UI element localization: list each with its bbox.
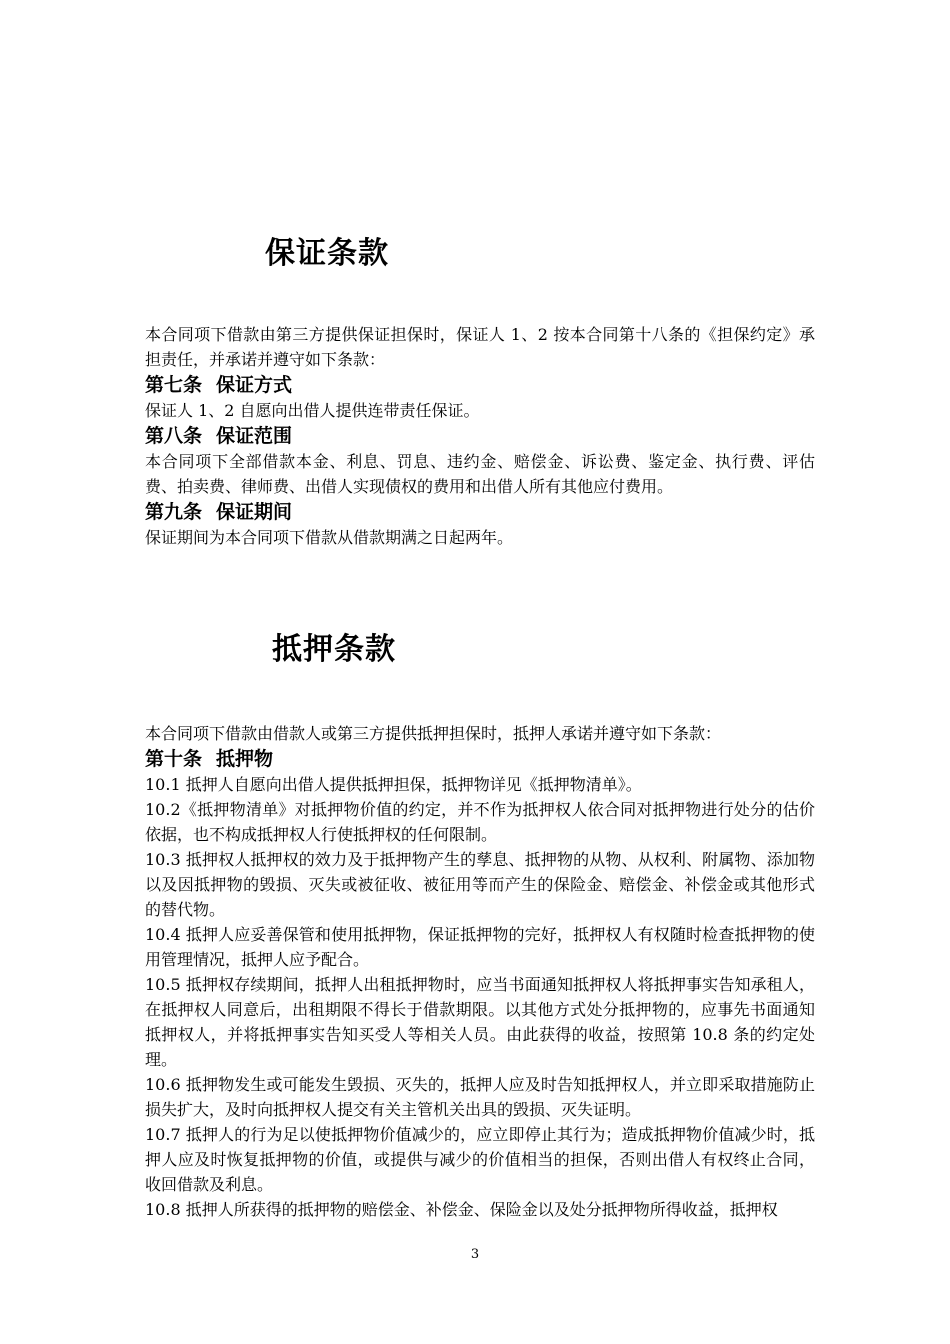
guarantee-intro: 本合同项下借款由第三方提供保证担保时，保证人 1、2 按本合同第十八条的《担保约定》承担责任，并承诺并遵守如下条款： — [145, 325, 815, 369]
article-10-number: 第十条 — [145, 748, 203, 770]
guarantee-section-body — [145, 322, 815, 550]
clause-10-4: 10.4 抵押人应妥善保管和使用抵押物，保证抵押物的完好，抵押权人有权随时检查抵押物的使用管理情况，抵押人应予配合。 — [145, 925, 815, 969]
article-7-number: 第七条 — [145, 374, 203, 396]
article-10-name: 抵押物 — [216, 748, 274, 770]
article-7-heading — [145, 372, 815, 398]
article-9-name: 保证期间 — [216, 501, 293, 523]
clause-10-7: 10.7 抵押人的行为足以使抵押物价值减少的，应立即停止其行为；造成抵押物价值减少时，抵押人应及时恢复抵押物的价值，或提供与减少的价值相当的担保，否则出借人有权终止合同，收回借款及利息。 — [145, 1125, 815, 1194]
page-number: 3 — [470, 1247, 480, 1262]
article-9-number: 第九条 — [145, 501, 203, 523]
mortgage-intro: 本合同项下借款由借款人或第三方提供抵押担保时，抵押人承诺并遵守如下条款： — [145, 724, 722, 743]
article-8-number: 第八条 — [145, 425, 203, 447]
clause-10-8: 10.8 抵押人所获得的抵押物的赔偿金、补偿金、保险金以及处分抵押物所得收益，抵押权 — [145, 1200, 778, 1219]
article-9-text: 保证期间为本合同项下借款从借款期满之日起两年。 — [145, 528, 514, 547]
article-8-name: 保证范围 — [216, 425, 293, 447]
article-8-text: 本合同项下全部借款本金、利息、罚息、违约金、赔偿金、诉讼费、鉴定金、执行费、评估费、拍卖费、律师费、出借人实现债权的费用和出借人所有其他应付费用。 — [145, 452, 815, 496]
clause-10-3: 10.3 抵押权人抵押权的效力及于抵押物产生的孳息、抵押物的从物、从权利、附属物、添加物以及因抵押物的毁损、灭失或被征收、被征用等而产生的保险金、赔偿金、补偿金或其他形式的替代物。 — [145, 850, 815, 919]
article-8-heading — [145, 423, 815, 449]
clause-10-6: 10.6 抵押物发生或可能发生毁损、灭失的，抵押人应及时告知抵押权人，并立即采取措施防止损失扩大，及时向抵押权人提交有关主管机关出具的毁损、灭失证明。 — [145, 1075, 815, 1119]
article-7-name: 保证方式 — [216, 374, 293, 396]
article-9-heading — [145, 499, 815, 525]
article-7-text: 保证人 1、2 自愿向出借人提供连带责任保证。 — [145, 401, 480, 420]
clause-10-1: 10.1 抵押人自愿向出借人提供抵押担保，抵押物详见《抵押物清单》。 — [145, 775, 642, 794]
guarantee-section-title: 保证条款 — [265, 236, 389, 271]
article-10-heading — [145, 746, 815, 772]
mortgage-section-body — [145, 721, 815, 1222]
mortgage-section-title: 抵押条款 — [272, 632, 396, 667]
clause-10-5: 10.5 抵押权存续期间，抵押人出租抵押物时，应当书面通知抵押权人将抵押事实告知承租人，在抵押权人同意后，出租期限不得长于借款期限。以其他方式处分抵押物的，应事先书面通知抵押权人，并将抵押事实告知买受人等相关人员。由此获得的收益，按照第 10.8 条的约定处理。 — [145, 975, 815, 1069]
clause-10-2: 10.2《抵押物清单》对抵押物价值的约定，并不作为抵押权人依合同对抵押物进行处分的估价依据，也不构成抵押权人行使抵押权的任何限制。 — [145, 800, 815, 844]
